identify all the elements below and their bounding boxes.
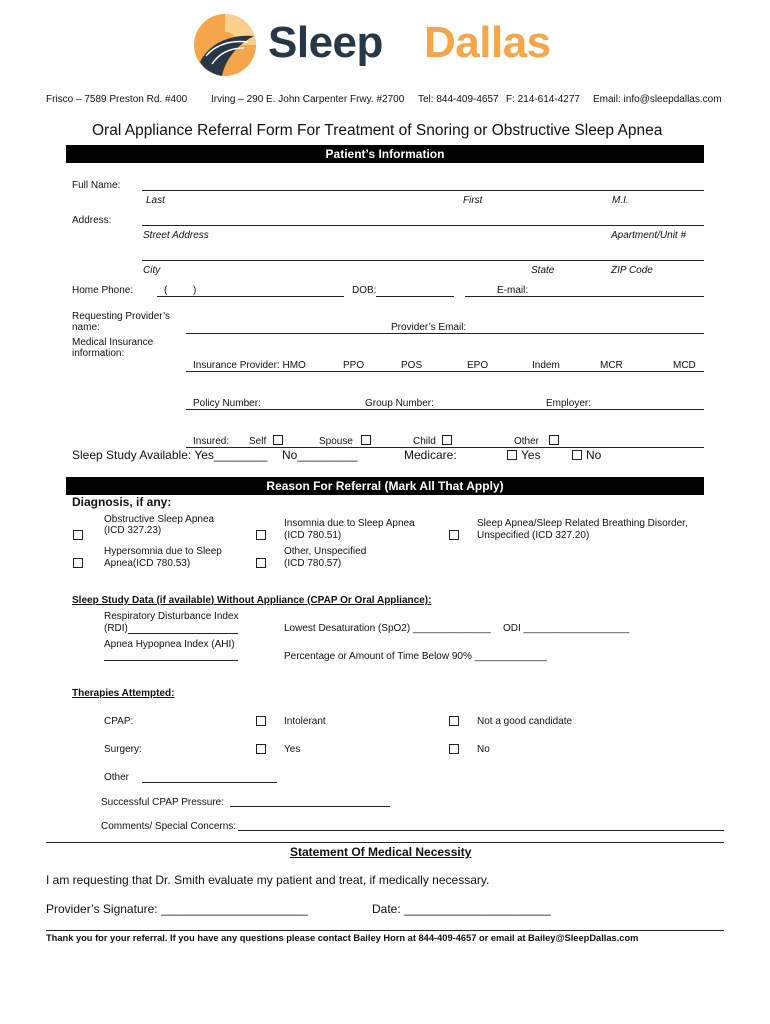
comments-label: Comments/ Special Concerns: <box>101 821 237 832</box>
mcd-label: MCD <box>673 360 696 371</box>
rdi-field[interactable] <box>128 633 238 634</box>
therapies-title: Therapies Attempted: <box>72 688 175 699</box>
other-unspec-label-1: Other, Unspecified <box>284 546 367 557</box>
srbd-label-1: Sleep Apnea/Sleep Related Breathing Disorder, <box>477 518 688 529</box>
child-checkbox[interactable] <box>442 435 452 445</box>
hypersomnia-label-2: Apnea(ICD 780.53) <box>104 558 191 569</box>
provider-email-label: Provider’s Email: <box>391 322 467 333</box>
other-insured-checkbox[interactable] <box>549 435 559 445</box>
other-unspec-checkbox[interactable] <box>256 558 266 568</box>
section-referral: Reason For Referral (Mark All That Apply) <box>66 477 704 495</box>
policy-label: Policy Number: <box>193 398 261 409</box>
rdi-label-1: Respiratory Disturbance Index <box>104 611 239 622</box>
first-caption: First <box>463 195 483 206</box>
cpap-pressure-field[interactable] <box>230 806 390 807</box>
indem-label: Indem <box>532 360 560 371</box>
provider-field[interactable] <box>186 333 704 334</box>
diagnosis-title: Diagnosis, if any: <box>72 495 172 509</box>
ins-provider-field[interactable] <box>186 371 704 372</box>
srbd-label-2: Unspecified (ICD 327.20) <box>477 530 590 541</box>
osa-label-2: (ICD 327.23) <box>104 525 162 536</box>
odi-label: ODI ___________________ <box>503 623 630 634</box>
intolerant-label: Intolerant <box>284 716 326 727</box>
surgery-no-label: No <box>477 744 490 755</box>
statement-divider <box>46 842 724 843</box>
logo-mark-icon <box>192 12 258 78</box>
med-ins-label-1: Medical Insurance <box>72 337 154 348</box>
contact-frisco: Frisco – 7589 Preston Rd. #400 <box>46 94 188 105</box>
medicare-yes-checkbox[interactable] <box>507 450 517 460</box>
form-title: Oral Appliance Referral Form For Treatment of Snoring or Obstructive Sleep Apnea <box>92 122 663 139</box>
medicare-label: Medicare: <box>404 448 457 462</box>
provider-signature[interactable]: Provider’s Signature: ______________________ <box>46 902 308 916</box>
sleep-study-available: Sleep Study Available: Yes________ <box>72 448 268 462</box>
hypersomnia-label-1: Hypersomnia due to Sleep <box>104 546 222 557</box>
email-field[interactable] <box>465 296 704 297</box>
statement-text: I am requesting that Dr. Smith evaluate my patient and treat, if medically necessary. <box>46 873 490 887</box>
city-field[interactable] <box>142 260 704 261</box>
home-phone-field[interactable] <box>157 296 344 297</box>
cpap-pressure-label: Successful CPAP Pressure: <box>101 797 225 808</box>
srbd-checkbox[interactable] <box>449 530 459 540</box>
contact-tel: Tel: 844-409-4657 <box>418 94 499 105</box>
surgery-yes-checkbox[interactable] <box>256 744 266 754</box>
rdi-label-2: (RDI) <box>104 623 128 634</box>
street-field[interactable] <box>142 225 704 226</box>
hypersomnia-checkbox[interactable] <box>73 558 83 568</box>
other-insured-label: Other <box>514 436 540 447</box>
dob-field[interactable] <box>376 296 454 297</box>
surgery-yes-label: Yes <box>284 744 301 755</box>
footer-thanks: Thank you for your referral. If you have any questions please contact Bailey Horn at 844-409-4657 or email at Bailey@SleepDallas.com <box>46 933 639 943</box>
street-caption: Street Address <box>143 230 209 241</box>
child-label: Child <box>413 436 436 447</box>
home-phone-label: Home Phone: <box>72 285 134 296</box>
req-provider-label-2: name: <box>72 322 100 333</box>
section-patient-info: Patient’s Information <box>66 145 704 163</box>
insomnia-checkbox[interactable] <box>256 530 266 540</box>
contact-fax: F: 214-614-4277 <box>506 94 580 105</box>
contact-email: Email: info@sleepdallas.com <box>593 94 722 105</box>
pos-label: POS <box>401 360 423 371</box>
lowest-desat-label: Lowest Desaturation (SpO2) ______________ <box>284 623 491 634</box>
email-label: E-mail: <box>497 285 529 296</box>
med-ins-label-2: information: <box>72 348 125 359</box>
self-checkbox[interactable] <box>273 435 283 445</box>
pct-time-label: Percentage or Amount of Time Below 90% _____________ <box>284 651 547 662</box>
study-data-title: Sleep Study Data (if available) Without Appliance (CPAP Or Oral Appliance): <box>72 595 432 606</box>
medicare-yes-label: Yes <box>521 448 541 462</box>
comments-field[interactable] <box>238 830 724 831</box>
employer-label: Employer: <box>546 398 592 409</box>
policy-field[interactable] <box>186 409 704 410</box>
surgery-no-checkbox[interactable] <box>449 744 459 754</box>
insomnia-label-2: (ICD 780.51) <box>284 530 342 541</box>
footer-divider <box>46 930 724 931</box>
last-caption: Last <box>146 195 165 206</box>
osa-label-1: Obstructive Sleep Apnea <box>104 514 215 525</box>
self-label: Self <box>249 436 267 447</box>
other-unspec-label-2: (ICD 780.57) <box>284 558 342 569</box>
logo <box>192 12 584 78</box>
ppo-label: PPO <box>343 360 365 371</box>
not-good-checkbox[interactable] <box>449 716 459 726</box>
medicare-no-label: No <box>586 448 602 462</box>
ahi-field[interactable] <box>104 660 238 661</box>
phone-paren-open: ( <box>164 285 168 296</box>
req-provider-label-1: Requesting Provider’s <box>72 311 171 322</box>
brand-dallas: Dallas <box>424 18 551 67</box>
sleep-study-no: No_________ <box>282 448 358 462</box>
epo-label: EPO <box>467 360 489 371</box>
state-caption: State <box>531 265 555 276</box>
insured-label: Insured: <box>193 436 230 447</box>
other-therapy-field[interactable] <box>142 782 277 783</box>
address-label: Address: <box>72 215 112 226</box>
insomnia-label-1: Insomnia due to Sleep Apnea <box>284 518 415 529</box>
mi-caption: M.I. <box>612 195 629 206</box>
other-therapy-label: Other <box>104 772 130 783</box>
signature-date[interactable]: Date: ______________________ <box>372 902 551 916</box>
zip-caption: ZIP Code <box>611 265 653 276</box>
contact-irving: Irving – 290 E. John Carpenter Frwy. #2700 <box>211 94 405 105</box>
mcr-label: MCR <box>600 360 623 371</box>
spouse-label: Spouse <box>319 436 353 447</box>
surgery-label: Surgery: <box>104 744 142 755</box>
spouse-checkbox[interactable] <box>361 435 371 445</box>
group-label: Group Number: <box>365 398 434 409</box>
cpap-label: CPAP: <box>104 716 134 727</box>
phone-paren-close: ) <box>193 285 197 296</box>
dob-label: DOB: <box>352 285 377 296</box>
apt-caption: Apartment/Unit # <box>611 230 687 241</box>
ahi-label: Apnea Hypopnea Index (AHI) <box>104 639 235 650</box>
intolerant-checkbox[interactable] <box>256 716 266 726</box>
full-name-field[interactable] <box>142 190 704 191</box>
statement-title: Statement Of Medical Necessity <box>290 845 472 859</box>
city-caption: City <box>143 265 161 276</box>
osa-checkbox[interactable] <box>73 530 83 540</box>
medicare-no-checkbox[interactable] <box>572 450 582 460</box>
not-good-label: Not a good candidate <box>477 716 573 727</box>
full-name-label: Full Name: <box>72 180 121 191</box>
brand-sleep: Sleep <box>268 18 383 67</box>
ins-provider-label: Insurance Provider: HMO <box>193 360 306 371</box>
